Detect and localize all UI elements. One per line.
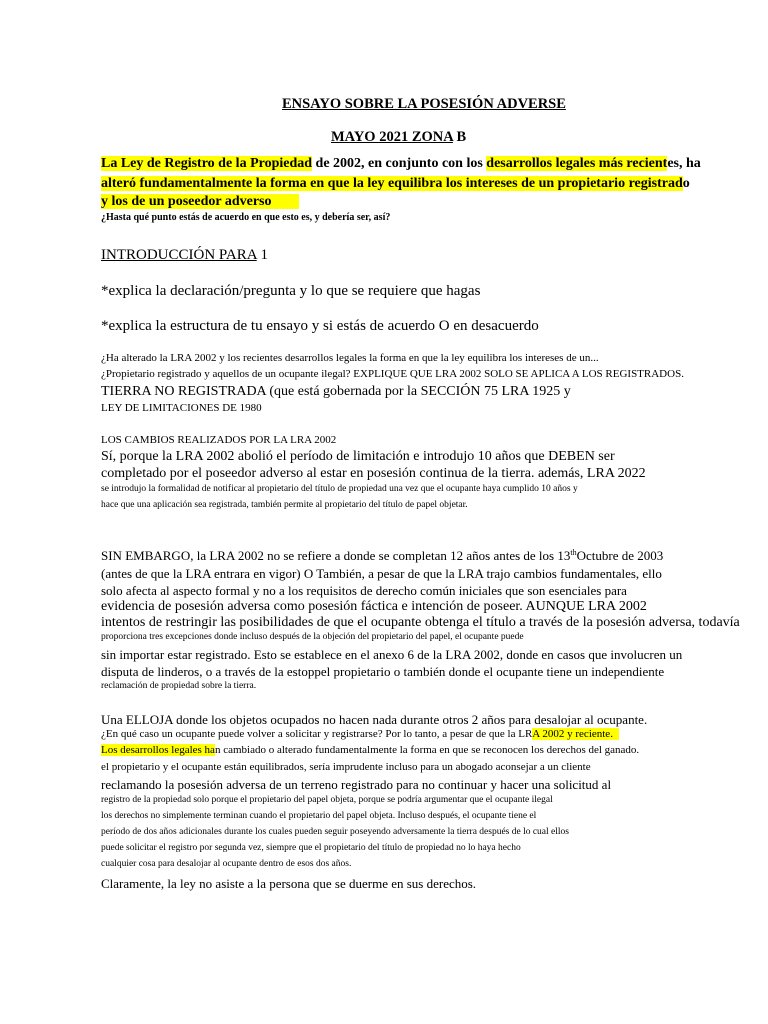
intro-heading: INTRODUCCIÓN PARA 1	[101, 247, 268, 263]
intro-bullet-2: *explica la estructura de tu ensayo y si estás de acuerdo O en desacuerdo	[101, 318, 539, 334]
para1-line-2: ¿Propietario registrado y aquellos de un ocupante ilegal? EXPLIQUE QUE LRA 2002 SOLO SE APLICA A LOS REGISTRADOS.	[101, 368, 684, 380]
para3-line-4: evidencia de posesión adversa como posesión fáctica e intención de poseer. AUNQUE LRA 2002	[101, 599, 647, 614]
para3-line-2: (antes de que la LRA entrara en vigor) O También, a pesar de que la LRA trajo cambios fundamentales, ello	[101, 566, 662, 581]
para4-line-2: ¿En qué caso un ocupante puede volver a solicitar y registrarse? Por lo tanto, a pesar de que la LRA 2002 y reciente.	[101, 729, 619, 740]
exam-date: MAYO 2021 ZONA B	[331, 129, 467, 145]
para4-line-5: reclamando la posesión adversa de un terreno registrado para no continuar y hacer una solicitud al	[101, 777, 612, 792]
para3-line-7: sin importar estar registrado. Esto se establece en el anexo 6 de la LRA 2002, donde en casos que involucren un	[101, 647, 683, 662]
para4-line-6: registro de la propiedad solo porque el propietario del papel objeta, porque se podría argumentar que el ocupante ilegal	[101, 795, 553, 805]
para4-line-9: puede solicitar el registro por segunda vez, siempre que el propietario del título de propiedad no lo haya hecho	[101, 843, 521, 853]
para3-line-1: SIN EMBARGO, la LRA 2002 no se refiere a donde se completan 12 años antes de los 13thOctubre de 2003	[101, 548, 664, 563]
para2-line-2: completado por el poseedor adverso al estar en posesión continua de la tierra. además, LRA 2022	[101, 466, 646, 481]
para3-line-6: proporciona tres excepciones donde incluso después de la objeción del propietario del papel, el ocupante puede	[101, 632, 524, 642]
intro-bullet-1: *explica la declaración/pregunta y lo que se requiere que hagas	[101, 283, 481, 299]
para4-line-4: el propietario y el ocupante están equilibrados, sería imprudente incluso para un abogado aconsejar a un cliente	[101, 761, 591, 773]
para3-line-5: intentos de restringir las posibilidades de que el ocupante obtenga el título a través de la posesión adversa, todavía	[101, 615, 740, 630]
para1-line-4: LEY DE LIMITACIONES DE 1980	[101, 402, 262, 414]
para3-line-8: disputa de linderos, o a través de la estoppel propietario o también donde el ocupante tiene un independiente	[101, 664, 665, 679]
para3-line-3: solo afecta al aspecto formal y no a los requisitos de derecho común iniciales que son esenciales para	[101, 583, 627, 598]
para4-line-3: Los desarrollos legales han cambiado o alterado fundamentalmente la forma en que se reconocen los derechos del ganado.	[101, 744, 640, 756]
question-line-2: alteró fundamentalmente la forma en que la ley equilibra los intereses de un propietario registrado	[101, 176, 690, 191]
para2-line-3: se introdujo la formalidad de notificar al propietario del título de propiedad una vez que el ocupante haya cumplido 10 años y	[101, 484, 578, 494]
para2-line-1: Sí, porque la LRA 2002 abolió el período de limitación e introdujo 10 años que DEBEN ser	[101, 449, 615, 464]
para4-line-10: cualquier cosa para desalojar al ocupante dentro de esos dos años.	[101, 859, 352, 869]
question-line-3: y los de un poseedor adverso	[101, 195, 299, 209]
essay-title: ENSAYO SOBRE LA POSESIÓN ADVERSE	[282, 96, 566, 112]
para4-line-7: los derechos no simplemente terminan cuando el propietario del papel objeta. Incluso después, el ocupante tiene el	[101, 811, 537, 821]
para4-line-11: Claramente, la ley no asiste a la persona que se duerme en sus derechos.	[101, 876, 477, 891]
para4-line-8: período de dos años adicionales durante los cuales pueden seguir poseyendo adversamente la tierra después de lo cual ellos	[101, 827, 569, 837]
para4-line-1: Una ELLOJA donde los objetos ocupados no hacen nada durante otros 2 años para desalojar al ocupante.	[101, 712, 648, 727]
para2-line-4: hace que una aplicación sea registrada, también permite al propietario del título de papel objetar.	[101, 500, 468, 510]
para2-heading: LOS CAMBIOS REALIZADOS POR LA LRA 2002	[101, 434, 337, 446]
para1-line-1: ¿Ha alterado la LRA 2002 y los recientes desarrollos legales la forma en que la ley equilibra los intereses de un...	[101, 352, 599, 364]
para1-line-3: TIERRA NO REGISTRADA (que está gobernada por la SECCIÓN 75 LRA 1925 y	[101, 384, 571, 399]
question-line-1: La Ley de Registro de la Propiedad de 2002, en conjunto con los desarrollos legales más recientes, ha	[101, 156, 701, 171]
question-line-4: ¿Hasta qué punto estás de acuerdo en que esto es, y debería ser, así?	[101, 212, 391, 223]
para3-line-9: reclamación de propiedad sobre la tierra.	[101, 681, 257, 691]
